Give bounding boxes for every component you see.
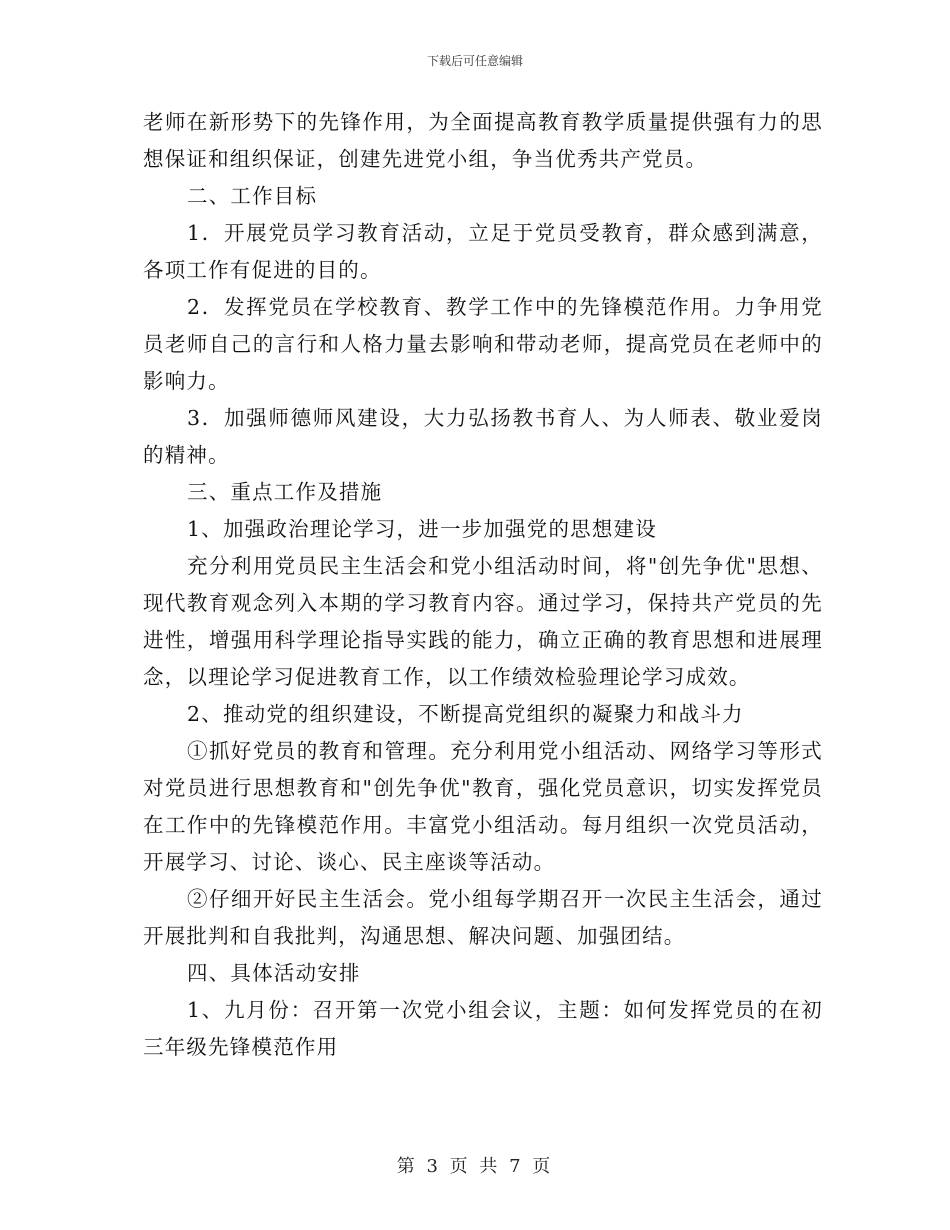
paragraph-continuation: 老师在新形势下的先锋作用，为全面提高教育教学质量提供强有力的思想保证和组织保证，创建先进党小组，争当优秀共产党员。: [143, 110, 823, 171]
document-body: [143, 104, 823, 1066]
goal-item-3: 3．加强师德师风建设，大力弘扬教书育人、为人师表、敬业爱岗的精神。: [143, 406, 823, 467]
page-header: 下载后可任意编辑: [426, 54, 523, 68]
section-heading-activities: 四、具体活动安排: [187, 961, 361, 985]
paragraph-theory-study: 充分利用党员民主生活会和党小组活动时间，将"创先争优"思想、现代教育观念列入本期的学习教育内容。通过学习，保持共产党员的先进性，增强用科学理论指导实践的能力，确立正确的教育思想和进展理念，以理论学习促进教育工作，以工作绩效检验理论学习成效。: [143, 554, 823, 689]
section-heading-key-work: 三、重点工作及措施: [187, 480, 383, 504]
page-number: 第 3 页 共 7 页: [396, 1156, 554, 1177]
subheading-theory-study: 1、加强政治理论学习，进一步加强党的思想建设: [187, 517, 657, 541]
paragraph-member-education: ①抓好党员的教育和管理。充分利用党小组活动、网络学习等形式对党员进行思想教育和"创先争优"教育，强化党员意识，切实发挥党员在工作中的先锋模范作用。丰富党小组活动。每月组织一次党员活动，开展学习、讨论、谈心、民主座谈等活动。: [143, 739, 823, 874]
subheading-organization-building: 2、推动党的组织建设，不断提高党组织的凝聚力和战斗力: [187, 702, 744, 726]
paragraph-democratic-meeting: ②仔细开好民主生活会。党小组每学期召开一次民主生活会，通过开展批判和自我批判，沟通思想、解决问题、加强团结。: [143, 887, 823, 948]
goal-item-1: 1．开展党员学习教育活动，立足于党员受教育，群众感到满意，各项工作有促进的目的。: [143, 221, 823, 282]
activity-september: 1、九月份：召开第一次党小组会议，主题：如何发挥党员的在初三年级先锋模范作用: [143, 998, 823, 1059]
goal-item-2: 2．发挥党员在学校教育、教学工作中的先锋模范作用。力争用党员老师自己的言行和人格力量去影响和带动老师，提高党员在老师中的影响力。: [143, 295, 823, 393]
section-heading-work-goals: 二、工作目标: [187, 184, 318, 208]
